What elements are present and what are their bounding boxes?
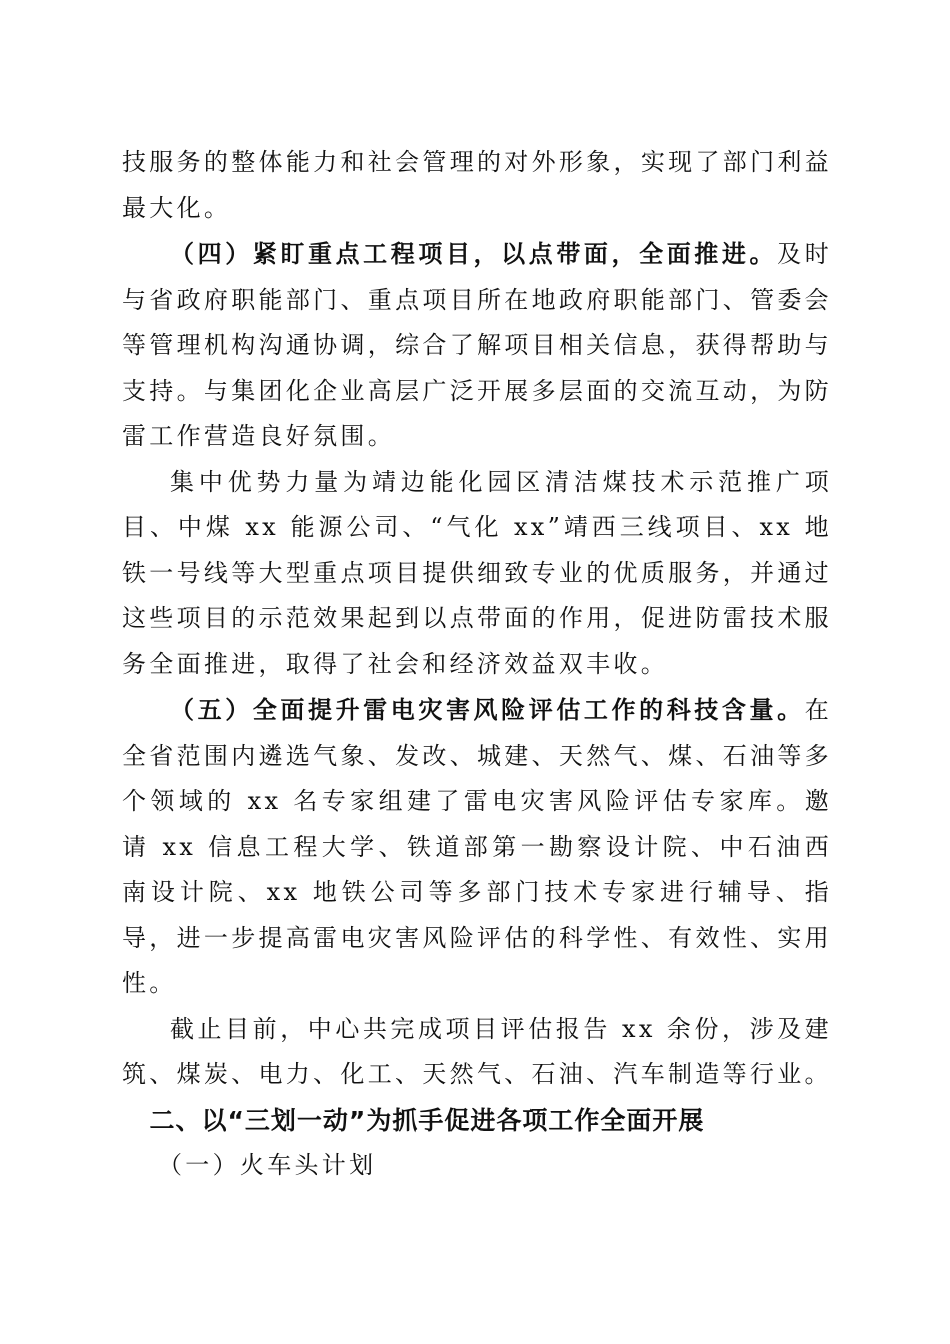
paragraph-text: 集中优势力量为靖边能化园区清洁煤技术示范推广项目、中煤 xx 能源公司、“气化 xx”靖西三线项目、xx 地铁一号线等大型重点项目提供细致专业的优质服务，并通过这些项目的示范效果起到以点带面的作用，促进防雷技术服务全面推进，取得了社会和经济效益双丰收。	[122, 467, 832, 678]
subsection-heading: （一）火车头计划	[158, 1151, 377, 1179]
paragraph-section-four	[122, 231, 832, 460]
paragraph-text: 在全省范围内遴选气象、发改、城建、天然气、煤、石油等多个领域的 xx 名专家组建了雷电灾害风险评估专家库。邀请 xx 信息工程大学、铁道部第一勘察设计院、中石油西南设计院、xx 地铁公司等多部门技术专家进行辅导、指导，进一步提高雷电灾害风险评估的科学性、有效性、实用性。	[122, 696, 832, 997]
paragraph-lead: （五）全面提升雷电灾害风险评估工作的科技含量。	[170, 695, 805, 724]
paragraph-section-five	[122, 687, 832, 1007]
paragraph-text: 截止目前，中心共完成项目评估报告 xx 余份，涉及建筑、煤炭、电力、化工、天然气、石油、汽车制造等行业。	[122, 1014, 832, 1088]
document-page	[122, 140, 832, 1189]
section-heading: 二、以“三划一动”为抓手促进各项工作全面开展	[149, 1105, 705, 1135]
paragraph-text: 及时与省政府职能部门、重点项目所在地政府职能部门、管委会等管理机构沟通协调，综合了解项目相关信息，获得帮助与支持。与集团化企业高层广泛开展多层面的交流互动，为防雷工作营造良好氛围。	[122, 240, 832, 450]
paragraph-continuation	[122, 140, 832, 231]
paragraph-text: 技服务的整体能力和社会管理的对外形象，实现了部门利益最大化。	[122, 148, 832, 222]
paragraph-lead: （四）紧盯重点工程项目，以点带面，全面推进。	[170, 239, 778, 268]
paragraph-summary	[122, 1007, 832, 1098]
paragraph-key-projects	[122, 460, 832, 688]
